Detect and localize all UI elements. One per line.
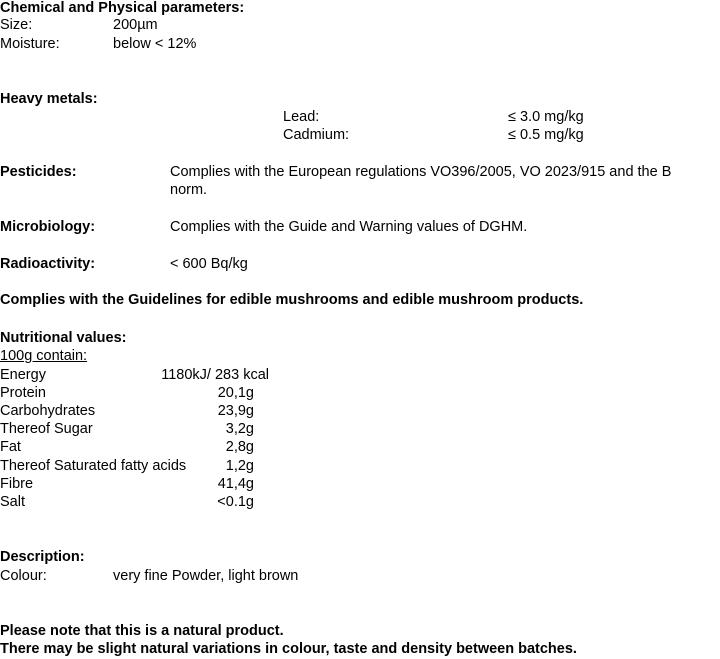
moisture-label: Moisture: bbox=[0, 36, 60, 52]
moisture-value: below < 12% bbox=[113, 36, 197, 52]
nutrition-label-fibre: Fibre bbox=[0, 476, 34, 492]
nutrition-value-fat: 2,8g bbox=[225, 439, 254, 455]
note-line2: There may be slight natural variations in colour, taste and density between batches. bbox=[0, 641, 577, 657]
nutrition-heading: Nutritional values: bbox=[0, 330, 127, 346]
pesticides-label: Pesticides: bbox=[0, 164, 77, 180]
colour-value: very fine Powder, light brown bbox=[113, 568, 299, 584]
nutrition-subheading: 100g contain: bbox=[0, 348, 88, 364]
heavy-metals-heading: Heavy metals: bbox=[0, 91, 98, 107]
nutrition-value-carbohydrates: 23,9g bbox=[217, 403, 254, 419]
nutrition-value-fibre: 41,4g bbox=[217, 476, 254, 492]
pesticides-text-line2: norm. bbox=[170, 182, 208, 198]
nutrition-label-fat: Fat bbox=[0, 439, 21, 455]
microbiology-value: Complies with the Guide and Warning values of DGHM. bbox=[170, 219, 528, 235]
nutrition-value-protein: 20,1g bbox=[217, 385, 254, 401]
nutrition-value-energy: 1180kJ/ 283 kcal bbox=[161, 367, 269, 383]
guidelines-statement: Complies with the Guidelines for edible mushrooms and edible mushroom products. bbox=[0, 292, 584, 308]
lead-label: Lead: bbox=[283, 109, 320, 125]
chemical-heading: Chemical and Physical parameters: bbox=[0, 0, 245, 16]
size-label: Size: bbox=[0, 17, 33, 33]
nutrition-label-saturated-fat: Thereof Saturated fatty acids bbox=[0, 458, 187, 474]
cadmium-value: ≤ 0.5 mg/kg bbox=[508, 127, 584, 143]
size-value: 200µm bbox=[113, 17, 158, 33]
note-line1: Please note that this is a natural product. bbox=[0, 623, 284, 639]
nutrition-label-carbohydrates: Carbohydrates bbox=[0, 403, 96, 419]
radioactivity-value: < 600 Bq/kg bbox=[170, 256, 248, 272]
nutrition-label-protein: Protein bbox=[0, 385, 46, 401]
microbiology-label: Microbiology: bbox=[0, 219, 96, 235]
radioactivity-label: Radioactivity: bbox=[0, 256, 96, 272]
colour-label: Colour: bbox=[0, 568, 47, 584]
nutrition-value-salt: <0.1g bbox=[217, 494, 254, 510]
nutrition-value-sugar: 3,2g bbox=[225, 421, 254, 437]
lead-value: ≤ 3.0 mg/kg bbox=[508, 109, 584, 125]
nutrition-label-sugar: Thereof Sugar bbox=[0, 421, 93, 437]
nutrition-value-saturated-fat: 1,2g bbox=[225, 458, 254, 474]
nutrition-label-energy: Energy bbox=[0, 367, 46, 383]
nutrition-label-salt: Salt bbox=[0, 494, 25, 510]
cadmium-label: Cadmium: bbox=[283, 127, 350, 143]
pesticides-text-line1: Complies with the European regulations VO396/2005, VO 2023/915 and the B bbox=[170, 164, 672, 180]
description-heading: Description: bbox=[0, 549, 85, 565]
